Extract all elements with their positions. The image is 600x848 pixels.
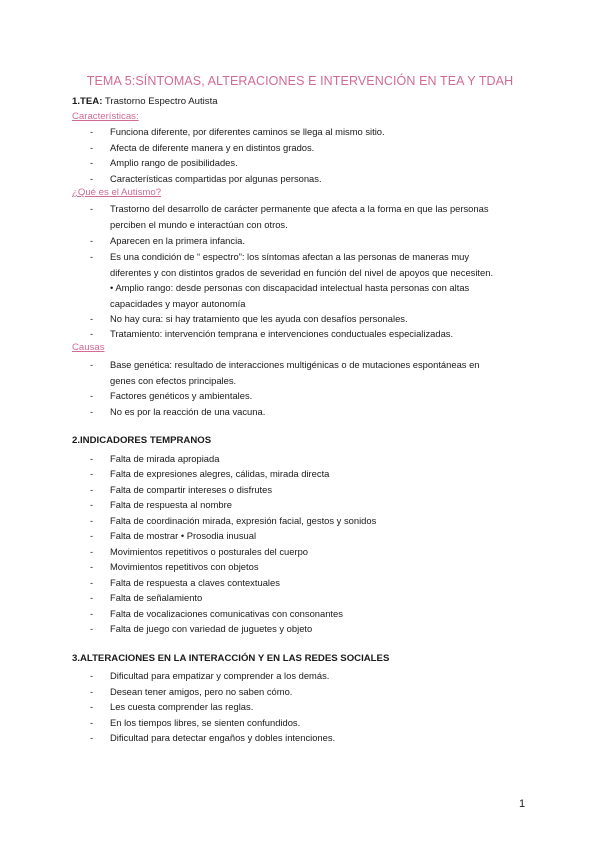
page-number: 1 <box>519 798 526 810</box>
subheading-causas: Causas <box>72 342 105 353</box>
section-1-heading <box>72 96 218 107</box>
document-title: TEMA 5:SÍNTOMAS, ALTERACIONES E INTERVENCIÓN EN TEA Y TDAH <box>86 74 514 88</box>
section-3-heading: 3.ALTERACIONES EN LA INTERACCIÓN Y EN LAS REDES SOCIALES <box>72 653 390 664</box>
section-2-heading: 2.INDICADORES TEMPRANOS <box>72 435 212 446</box>
section-1-heading-label: 1.TEA: <box>72 96 103 107</box>
subheading-caracteristicas: Características: <box>72 111 139 122</box>
document-page: TEMA 5:SÍNTOMAS, ALTERACIONES E INTERVENCIÓN EN TEA Y TDAH 1.TEA: Trastorno Espectro Autista Características: - Funciona diferente, por diferentes caminos se llega al mismo sitio. - Afecta de diferente manera y en distintos grados. - Amplio rango de posibilidades. - Características compartidas por algunas personas. ¿Qué es el Autismo? - Trastorno del desarrollo de carácter permanente que afecta a la forma en que las personas perciben el mundo e interactúan con otros. - Aparecen en la primera infancia. - Es una condición de “ espectro”: los síntomas afectan a las personas de maneras muy diferentes y con distintos grados de severidad en función del nivel de apoyos que necesiten. • Amplio rango: desde personas con discapacidad intelectual hasta personas con altas capacidades y mayor autonomía - No hay cura: si hay tratamiento que les ayuda con desafíos personales. - Tratamiento: intervención temprana e intervenciones conductuales especializadas. Causas - Base genética: resultado de interacciones multigénicas o de mutaciones espontáneas en genes con efectos principales. - Factores genéticos y ambientales. - No es por la reacción de una vacuna. 2.INDICADORES TEMPRANOS - Falta de mirada apropiada - Falta de expresiones alegres, cálidas, mirada directa - Falta de compartir intereses o disfrutes - Falta de respuesta al nombre - Falta de coordinación mirada, expresión facial, gestos y sonidos - Falta de mostrar • Prosodia inusual - Movimientos repetitivos o posturales del cuerpo - Movimientos repetitivos con objetos - Falta de respuesta a claves contextuales - Falta de señalamiento - Falta de vocalizaciones comunicativas con consonantes - Falta de juego con variedad de juguetes y objeto 3.ALTERACIONES EN LA INTERACCIÓN Y EN LAS REDES SOCIALES - Dificultad para empatizar y comprender a los demás. - Desean tener amigos, pero no saben cómo. - Les cuesta comprender las reglas. - En los tiempos libres, se sienten confundidos. - Dificultad para detectar engaños y dobles intenciones. 1 <box>0 0 600 848</box>
subheading-que-es-autismo: ¿Qué es el Autismo? <box>72 187 162 198</box>
section-1-heading-rest: Trastorno Espectro Autista <box>102 96 218 107</box>
